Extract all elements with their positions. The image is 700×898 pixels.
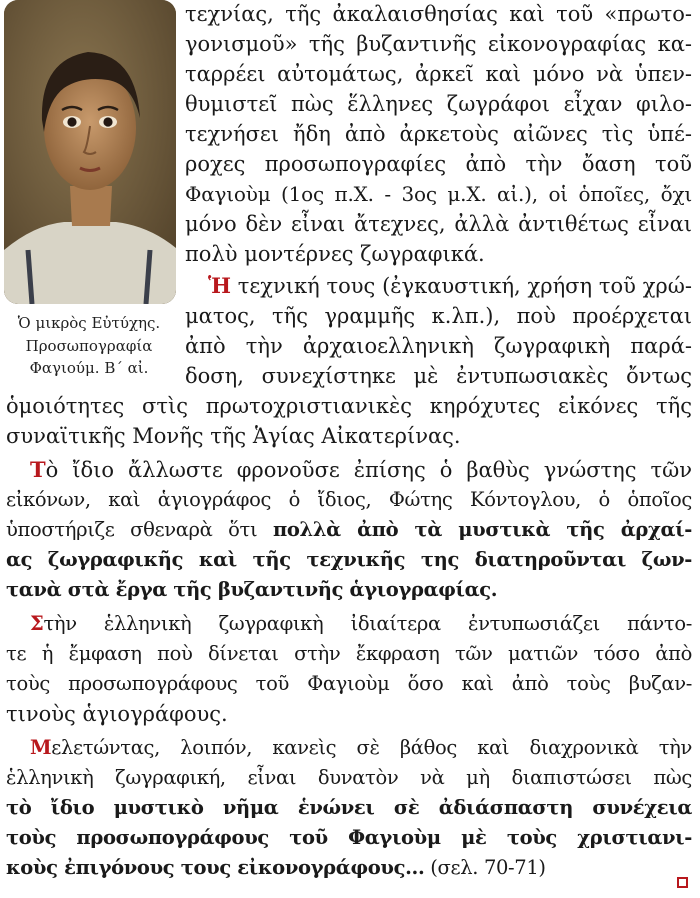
text-line: ὁμοιότητες στὶς πρωτοχριστιανικὲς κηρόχυτες εἰκόνες τῆς [6, 394, 692, 418]
text-line: ἀπὸ τὴν ἀρχαιοελληνικὴ ζωγραφικὴ παρά- [185, 334, 692, 358]
text-line [30, 734, 692, 762]
text-line [6, 516, 692, 544]
text-line: ματος, τῆς γραμμῆς κ.λπ.), ποὺ προέρχεται [185, 304, 692, 328]
text-line: πολὺ μοντέρνες ζωγραφικά. [185, 242, 485, 266]
caption-line: Φαγιούμ. Β΄ αἰ. [29, 359, 149, 377]
drop-cap: Σ [30, 612, 44, 635]
text-line: ταρρέει αὐτομάτως, ἀρκεῖ καὶ μόνο νὰ ὑπεν- [185, 62, 692, 86]
text-line: τεχνήσει ἤδη ἀπὸ ἀρκετοὺς αἰῶνες τὶς ὑπέ- [185, 122, 692, 146]
caption-line: Προσωπογραφία [25, 336, 153, 355]
text-line [6, 854, 692, 882]
bold-run: πολλὰ ἀπὸ τὰ μυστικὰ τῆς ἀρχαί- [272, 518, 692, 541]
drop-cap: Μ [30, 736, 52, 759]
page-reference: (σελ. 70-71) [424, 856, 546, 879]
text-line: θυμιστεῖ πὼς ἕλληνες ζωγράφοι εἶχαν φιλο- [185, 92, 692, 116]
text-line: τὸ ἴδιο μυστικὸ νῆμα ἑνώνει σὲ ἀδιάσπαστη συνέχεια [6, 796, 692, 819]
text-run: τὴν ἑλληνικὴ ζωγραφικὴ ἰδιαίτερα ἐντυπωσιάζει πάντο- [43, 612, 692, 635]
end-of-article-square-icon [677, 877, 688, 888]
text-line: γονισμοῦ» τῆς βυζαντινῆς εἰκονογραφίας κα- [185, 32, 692, 56]
text-line: τε ἡ ἔμφαση ποὺ δίνεται στὴν ἔκφραση τῶν ματιῶν τόσο ἀπὸ [6, 642, 692, 665]
text-line: μόνο δὲν εἶναι ἄτεχνες, ἀλλὰ ἀντιθέτως εἶναι [185, 212, 692, 236]
text-line: συναϊτικῆς Μονῆς τῆς Ἁγίας Αἰκατερίνας. [6, 424, 461, 448]
caption-line: Ὁ μικρὸς Εὐτύχης. [17, 314, 161, 332]
text-line: εἰκόνων, καὶ ἁγιογράφος ὁ ἴδιος, Φώτης Κόντογλου, ὁ ὁποῖος [6, 488, 692, 511]
fayum-portrait-image [4, 0, 176, 304]
text-line: ας ζωγραφικῆς καὶ τῆς τεχνικῆς της διατηροῦνται ζων- [6, 548, 692, 571]
drop-cap: Τ [30, 457, 46, 482]
text-run: ελετώντας, λοιπόν, κανεὶς σὲ βάθος καὶ διαχρονικὰ τὴν [51, 736, 692, 759]
text-run: τεχνική τους (ἐγκαυστική, χρήση τοῦ χρώ- [230, 274, 692, 298]
text-line: τινοὺς ἁγιογράφους. [6, 702, 228, 726]
text-run: ὑποστήριζε σθεναρὰ ὅτι [6, 518, 273, 541]
text-line: ροχες προσωπογραφίες ἀπὸ τὴν ὄαση τοῦ [185, 152, 692, 176]
text-line [30, 456, 692, 484]
text-line [30, 610, 692, 638]
text-line [208, 272, 692, 300]
text-line: Φαγιοὺμ (1ος π.Χ. - 3ος μ.Χ. αἰ.), οἱ ὁποῖες, ὄχι [185, 182, 692, 206]
text-line: τεχνίας, τῆς ἀκαλαισθησίας καὶ τοῦ «πρωτο- [185, 2, 692, 26]
text-line: τοὺς προσωπογράφους τοῦ Φαγιοὺμ μὲ τοὺς χριστιανι- [6, 826, 692, 849]
drop-cap: Ἡ [208, 273, 231, 298]
figure-caption [0, 312, 178, 380]
text-run: ὸ ἴδιο ἄλλωστε φρονοῦσε ἐπίσης ὁ βαθὺς γνώστης τῶν [45, 458, 692, 482]
text-line: τοὺς προσωπογράφους τοῦ Φαγιοὺμ ὅσο καὶ ἀπὸ τοὺς βυζαν- [6, 672, 692, 695]
text-line: τανὰ στὰ ἔργα τῆς βυζαντινῆς ἁγιογραφίας. [6, 578, 498, 601]
text-line: ἑλληνικὴ ζωγραφική, εἶναι δυνατὸν νὰ μὴ διαπιστώσει πὼς [6, 766, 692, 789]
portrait-figure [0, 0, 178, 395]
bold-run: κοὺς ἐπιγόνους τους εἰκονογράφους... [6, 856, 425, 879]
text-line: δοση, συνεχίστηκε μὲ ἐντυπωσιακὲς ὄντως [185, 364, 692, 388]
